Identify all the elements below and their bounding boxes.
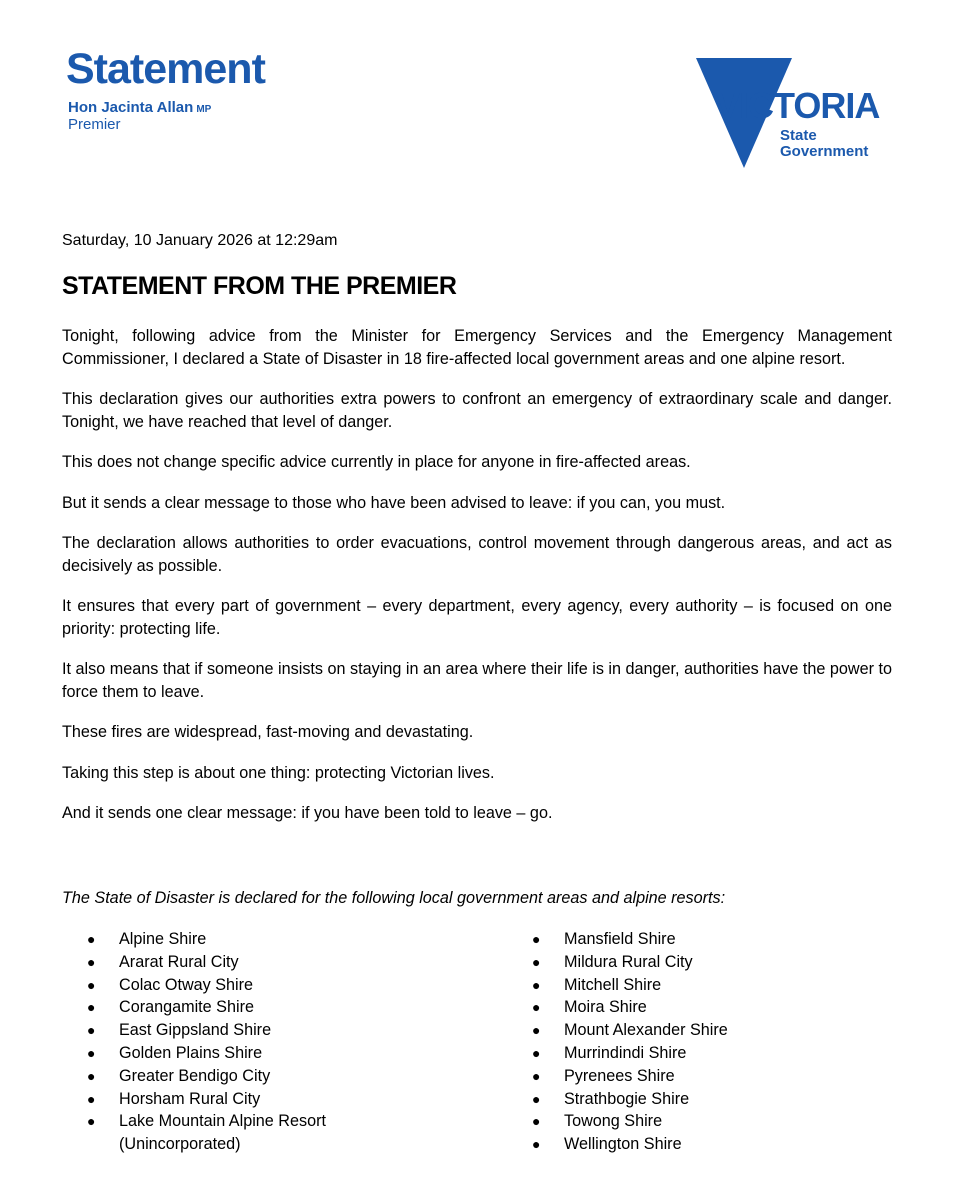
area-name: Lake Mountain Alpine Resort (Unincorporated) — [119, 1112, 326, 1154]
statement-title: Statement — [66, 45, 265, 93]
list-item — [532, 996, 832, 1019]
page-title: STATEMENT FROM THE PREMIER — [62, 272, 457, 300]
body-paragraph: Tonight, following advice from the Minister for Emergency Services and the Emergency Management Commissioner, I declared a State of Disaster in 18 fire-affected local government areas and one alpine resort. — [62, 327, 892, 368]
area-name: Mildura Rural City — [564, 952, 693, 971]
body-paragraph: Taking this step is about one thing: protecting Victorian lives. — [62, 763, 495, 782]
area-name: Ararat Rural City — [119, 952, 239, 971]
area-name: Pyrenees Shire — [564, 1066, 675, 1085]
area-name: East Gippsland Shire — [119, 1021, 272, 1040]
body-paragraph: This does not change specific advice currently in place for anyone in fire-affected areas. — [62, 453, 691, 471]
bullet-icon: ● — [532, 953, 541, 970]
area-name: Mansfield Shire — [564, 930, 676, 948]
bullet-icon: ● — [87, 1090, 96, 1107]
list-item — [532, 1088, 832, 1111]
logo-wordmark: VICTORIA — [716, 85, 880, 126]
area-name: Strathbogie Shire — [564, 1089, 690, 1108]
bullet-icon: ● — [87, 931, 96, 947]
statement-header — [66, 45, 265, 134]
list-item — [87, 1088, 387, 1111]
area-name: Mitchell Shire — [564, 975, 662, 994]
bullet-icon: ● — [87, 999, 96, 1016]
minister-suffix: MP — [196, 104, 212, 115]
list-item — [532, 1133, 832, 1156]
bullet-icon: ● — [87, 976, 96, 993]
area-name: Horsham Rural City — [119, 1089, 261, 1108]
bullet-icon: ● — [87, 1022, 96, 1039]
area-name: Mount Alexander Shire — [564, 1021, 728, 1040]
minister-name — [66, 100, 265, 115]
area-name: Greater Bendigo City — [119, 1066, 271, 1085]
body-paragraph: These fires are widespread, fast-moving and devastating. — [62, 723, 474, 741]
list-item — [87, 1042, 387, 1065]
list-item — [532, 951, 832, 974]
victoria-state-government-logo — [694, 56, 894, 171]
body-paragraph: And it sends one clear message: if you have been told to leave – go. — [62, 804, 553, 822]
areas-list-right — [532, 928, 832, 1156]
logo-line-government: Government — [780, 143, 869, 160]
bullet-icon: ● — [532, 1067, 541, 1084]
list-item — [532, 974, 832, 997]
list-item — [87, 928, 387, 951]
minister-role: Premier — [68, 116, 121, 133]
area-name: Towong Shire — [564, 1112, 663, 1131]
bullet-icon: ● — [532, 1044, 541, 1061]
list-item — [87, 1065, 387, 1088]
body-paragraph: It also means that if someone insists on staying in an area where their life is in danger, authorities have the power to force them to leave. — [62, 660, 892, 701]
bullet-icon: ● — [87, 953, 96, 970]
area-name: Moira Shire — [564, 998, 647, 1017]
logo-line-state: State — [780, 127, 817, 144]
area-name: Golden Plains Shire — [119, 1043, 263, 1062]
list-item — [532, 1065, 832, 1088]
bullet-icon: ● — [532, 931, 541, 947]
bullet-icon: ● — [532, 999, 541, 1016]
minister-name-text: Hon Jacinta Allan — [68, 99, 194, 116]
areas-list-intro: The State of Disaster is declared for the following local government areas and alpine resorts: — [62, 889, 726, 907]
list-item — [532, 1019, 832, 1042]
body-paragraph: The declaration allows authorities to order evacuations, control movement through dangerous areas, and act as decisively as possible. — [62, 534, 892, 575]
areas-list-left — [87, 928, 387, 1156]
list-item — [87, 996, 387, 1019]
area-name: Corangamite Shire — [119, 998, 254, 1017]
bullet-icon: ● — [87, 1113, 96, 1130]
body-paragraph: It ensures that every part of government – every department, every agency, every authority – is focused on one priority: protecting life. — [62, 597, 892, 638]
list-item — [87, 1110, 359, 1156]
statement-body — [62, 325, 892, 843]
bullet-icon: ● — [532, 1090, 541, 1107]
bullet-icon: ● — [532, 1113, 541, 1130]
area-name: Murrindindi Shire — [564, 1043, 687, 1062]
list-item — [532, 1110, 832, 1133]
body-paragraph: But it sends a clear message to those who have been advised to leave: if you can, you must. — [62, 493, 726, 512]
statement-date: Saturday, 10 January 2026 at 12:29am — [62, 232, 338, 249]
list-item — [532, 928, 832, 951]
area-name: Wellington Shire — [564, 1135, 682, 1154]
list-item — [532, 1042, 832, 1065]
bullet-icon: ● — [532, 976, 541, 993]
list-item — [87, 1019, 387, 1042]
body-paragraph: This declaration gives our authorities extra powers to confront an emergency of extraordinary scale and danger. Tonight, we have reached that level of danger. — [62, 390, 892, 431]
bullet-icon: ● — [87, 1067, 96, 1084]
area-name: Alpine Shire — [119, 930, 207, 948]
bullet-icon: ● — [532, 1136, 541, 1153]
area-name: Colac Otway Shire — [119, 975, 254, 994]
bullet-icon: ● — [532, 1022, 541, 1039]
bullet-icon: ● — [87, 1044, 96, 1061]
list-item — [87, 974, 387, 997]
list-item — [87, 951, 387, 974]
